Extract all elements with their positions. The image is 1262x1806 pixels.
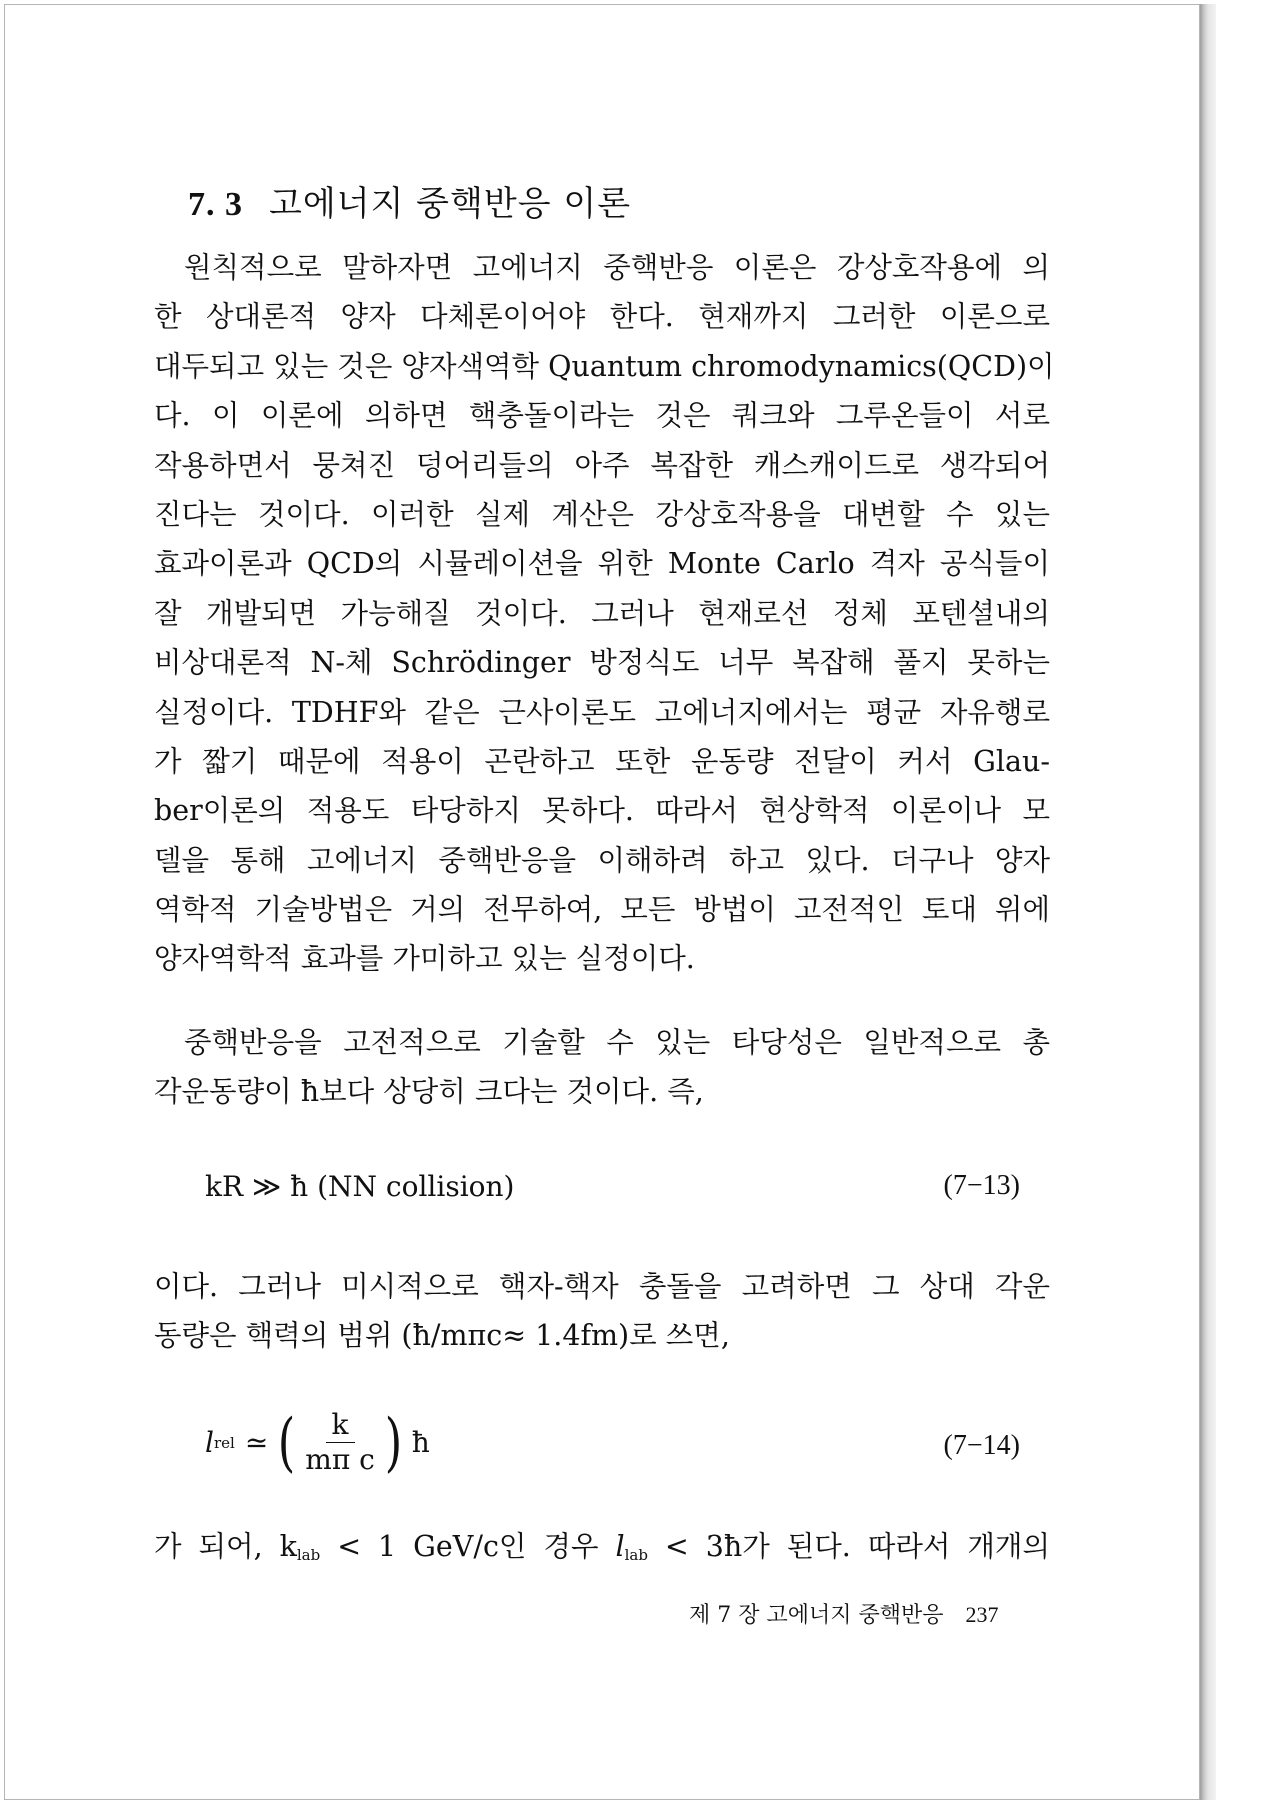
text-line: 동량은 핵력의 범위 (ħ/mπc≈ 1.4fm)로 쓰면, (154, 1319, 730, 1353)
text-line: 이다. 그러나 미시적으로 핵자-핵자 충돌을 고려하면 그 상대 각운 (154, 1270, 1050, 1303)
text-line: 원칙적으로 말하자면 고에너지 중핵반응 이론은 강상호작용에 의 (184, 251, 1050, 284)
fraction-denominator: mπ c (305, 1443, 375, 1476)
equation-lhs: l (205, 1426, 214, 1459)
page-number: 237 (965, 1602, 999, 1627)
equation-relation: ≃ (244, 1426, 269, 1459)
paragraph-4 (154, 1522, 1050, 1571)
text-line: 작용하면서 뭉쳐진 덩어리들의 아주 복잡한 캐스캐이드로 생각되어 (154, 448, 1050, 482)
italic-l: l (615, 1530, 625, 1563)
text-line: 다. 이 이론에 의하면 핵충돌이라는 것은 쿼크와 그루온들이 서로 (154, 399, 1050, 433)
chapter-title: 제 7 장 고에너지 중핵반응 (689, 1603, 944, 1628)
text-line (154, 1522, 1050, 1571)
fraction-numerator: k (326, 1408, 355, 1443)
text-line: 델을 통해 고에너지 중핵반응을 이해하려 하고 있다. 더구나 양자 (154, 843, 1050, 877)
equation-number: (7−13) (943, 1170, 1020, 1201)
section-title: 고에너지 중핵반응 이론 (269, 184, 632, 224)
text-segment: < 1 GeV/c인 경우 (320, 1530, 616, 1563)
subscript: lab (624, 1546, 648, 1564)
text-line: 대두되고 있는 것은 양자색역학 Quantum chromodynamics(QCD)이 (154, 349, 1055, 383)
text-segment: < 3ħ가 된다. 따라서 개개의 (647, 1530, 1050, 1563)
equation-lhs-subscript: rel (213, 1433, 235, 1452)
paragraph-3 (154, 1262, 1050, 1361)
text-line: 중핵반응을 고전적으로 기술할 수 있는 타당성은 일반적으로 총 (184, 1026, 1050, 1059)
page-footer (689, 1598, 999, 1629)
text-line: 비상대론적 N-체 Schrödinger 방정식도 너무 복잡해 풀지 못하는 (154, 646, 1050, 680)
text-line: ber이론의 적용도 타당하지 못하다. 따라서 현상학적 이론이나 모 (154, 794, 1050, 828)
text-line: 진다는 것이다. 이러한 실제 계산은 강상호작용을 대변할 수 있는 (154, 497, 1050, 531)
text-line: 실정이다. TDHF와 같은 근사이론도 고에너지에서는 평균 자유행로 (154, 695, 1050, 729)
text-line: 효과이론과 QCD의 시뮬레이션을 위한 Monte Carlo 격자 공식들이 (154, 547, 1050, 581)
equation-expression: kR ≫ ħ (NN collision) (205, 1170, 515, 1203)
equation-rhs: ħ (411, 1426, 430, 1459)
text-line: 가 짧기 때문에 적용이 곤란하고 또한 운동량 전달이 커서 Glau- (154, 744, 1050, 778)
right-paren: ) (384, 1405, 403, 1480)
equation-number: (7−14) (943, 1430, 1020, 1461)
section-heading (188, 176, 631, 225)
right-margin (1216, 0, 1262, 1806)
text-line: 역학적 기술방법은 거의 전무하여, 모든 방법이 고전적인 토대 위에 (154, 893, 1050, 927)
text-line: 한 상대론적 양자 다체론이어야 한다. 현재까지 그러한 이론으로 (154, 300, 1050, 334)
text-segment: 가 되어, k (154, 1530, 297, 1563)
equation-7-14 (205, 1405, 1020, 1488)
text-line: 잘 개발되면 가능해질 것이다. 그러나 현재로선 정체 포텐셜내의 (154, 596, 1050, 630)
text-line: 양자역학적 효과를 가미하고 있는 실정이다. (154, 942, 695, 976)
section-number: 7. 3 (188, 186, 243, 223)
equation-fraction (301, 1408, 379, 1477)
text-line: 각운동량이 ħ보다 상당히 크다는 것이다. 즉, (154, 1075, 704, 1109)
paragraph-1 (154, 243, 1055, 984)
left-paren: ( (278, 1405, 296, 1480)
equation-expression (205, 1405, 430, 1480)
page-edge-shadow (1200, 4, 1216, 1800)
subscript: lab (296, 1546, 321, 1564)
paragraph-2 (154, 1018, 1050, 1117)
